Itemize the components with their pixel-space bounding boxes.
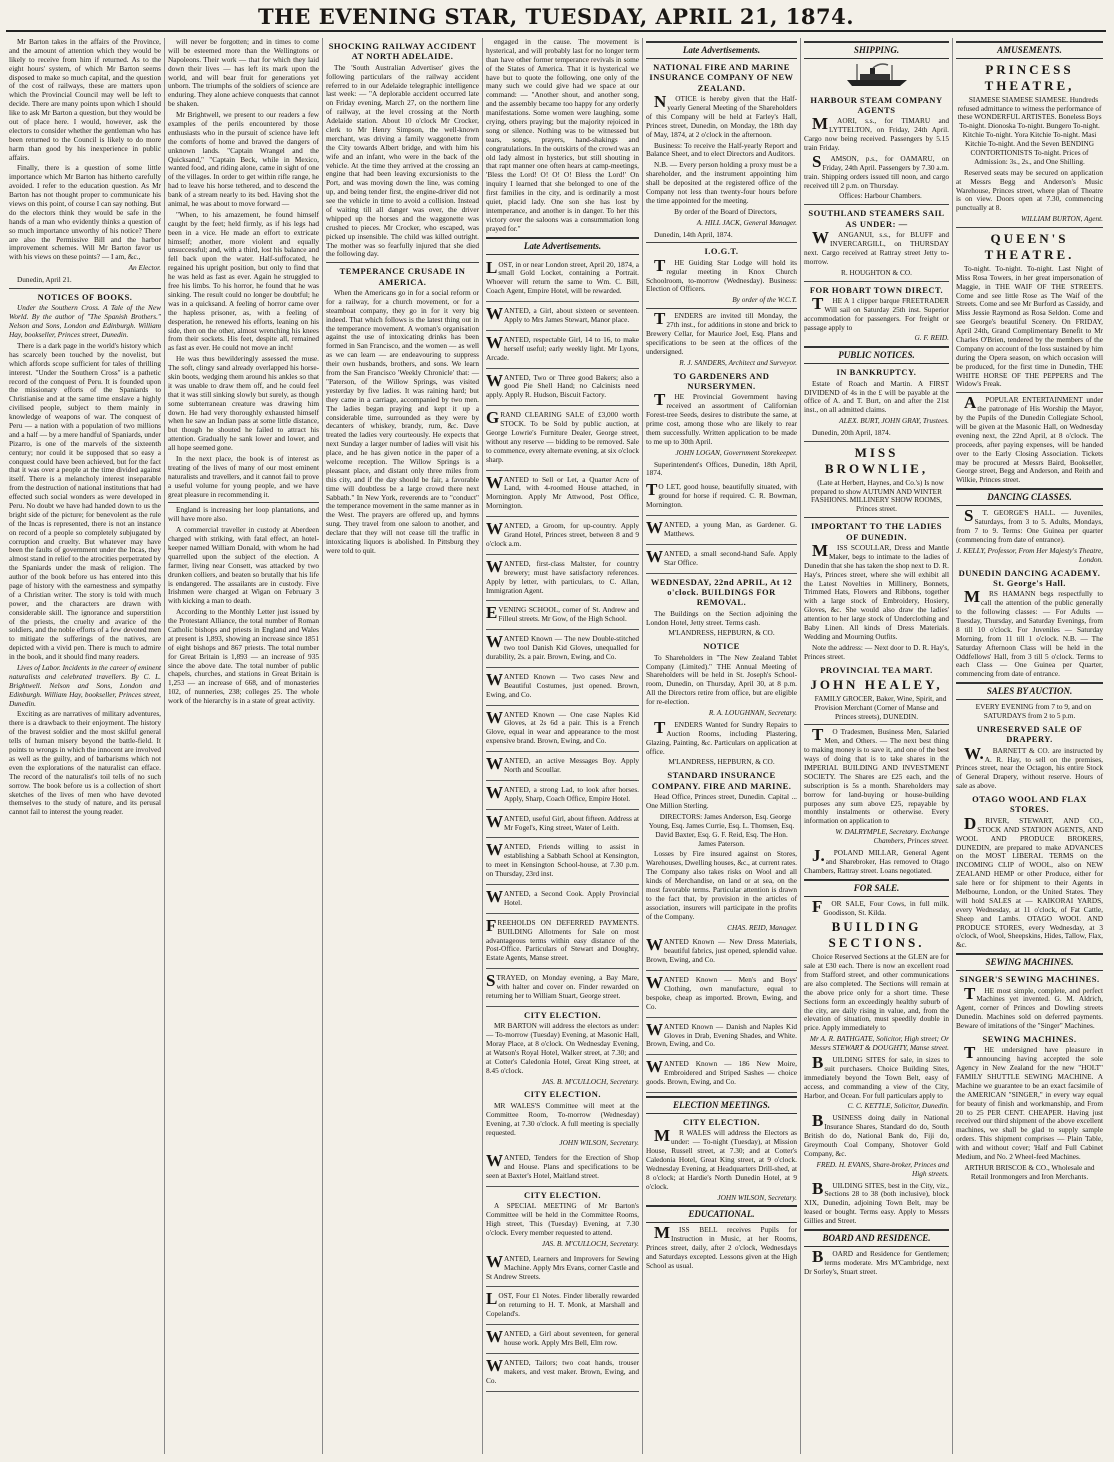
display-name: JOHN HEALEY,: [810, 676, 943, 692]
section-header-public-notices: PUBLIC NOTICES.: [804, 346, 949, 364]
steamship-icon: [804, 62, 949, 92]
ad-signature: A. HILL JACK, General Manager.: [696, 217, 797, 227]
classified-ad: WANTED Known — Danish and Naples Kid Gloves in Drab, Evening Shades, and White. Brown, Ewing, and Co.: [646, 1020, 797, 1056]
ad-signature: Mr A. R. BATHGATE, Solicitor, High street; Or Messrs STEWART & DOUGHTY, Manse street.: [809, 1034, 949, 1053]
ad-signature: R. HOUGHTON & CO.: [840, 267, 912, 277]
book-review: Exciting as are narratives of military adventures, there is a drawback to their enjoyment. The history of the bravest soldier and the most skilful general tells of human misery beyond the battle-field. It points to wrongs in which the innocent are involved as well as the guilty, and of barbarisms which not even the explorations of the naturalist can efface. The record of the naturalist's toil tells of no such sorrow. The book before us is a collection of short sketches of the lives of men who have devoted themselves to the study of nature, and its perusal cannot fail to interest the young reader.: [9, 709, 161, 817]
directors-list: DIRECTORS: James Anderson, Esq. George Young, Esq. James Currie, Esq. L. Thomsen, Esq. David Baxter, Esq. G. F. Reid, Esq. The Hon. James Paterson.: [648, 811, 795, 848]
column-4: [482, 38, 642, 1454]
ad-text: THE Provincial Government having received an assortment of Californian Forest-tree Seeds, desires to distribute the same, at prime cost, among those who are likely to rear them successfully. Written application to be made to me up to 30th April.: [646, 390, 797, 446]
ad-heading: HARBOUR STEAM COMPANY AGENTS: [810, 94, 943, 115]
ad-heading: UNRESERVED SALE OF DRAPERY.: [976, 723, 1083, 745]
ad-heading: NOTICE: [703, 641, 740, 652]
ad-text: THE Guiding Star Lodge will hold its regular meeting in Knox Church Schoolroom, to-morrow (Wednesday). Business: Election of Officers.: [646, 255, 797, 294]
ad-heading: CITY ELECTION.: [523, 1089, 602, 1100]
ad-heading: NATIONAL FIRE AND MARINE INSURANCE COMPANY OF NEW ZEALAND.: [649, 61, 794, 93]
classified-ad: [486, 887, 639, 914]
ad-signature: JAS. B. M'CULLOCH, Secretary.: [541, 1076, 639, 1086]
quote-text: He was thus bewilderingly assessed the muse. The soft, clingy sand already overlapped his horse-skin boots, wedging them around his ankles so that it was unable to draw them off, and he could feel that it was still sinking slowly but surely, as though some subterranean creature was drawing him down. He had very thoroughly exhausted himself when he saw an Indian pass at some little distance, but though he shouted he failed to attract his attention. Gradually he sank lower and lower, and all hope seemed gone.: [168, 354, 319, 453]
ad-text: THE undersigned have pleasure in announcing having accepted the sole Agency in New Zealand for the new "HOLT" FAMILY SHUTTLE SEWING MACHINE. A Machine we guarantee to be an exact facsimile of the AMERICAN "SINGER," in every way equal for beauty of finish and workmanship, and From 20 to 25 PER CENT. CHEAPER. Having just received our third shipment of the above excellent machines, we shall be glad to supply sample orders. This shipment comprises — Plain Table, with and without cover; 'Half and Full Cabinet Medium, and No. 2 Wheel-feed Machines.: [956, 1043, 1103, 1162]
column-7: [952, 38, 1106, 1454]
column-2: [164, 38, 322, 1454]
ad-text: TO Tradesmen, Business Men, Salaried Men, and Others. — The next best thing to making money is to save it, and one of the best ways of doing that is to take shares in the IMPERIAL BUILDING AND INVESTMENT SOCIETY. The Shares are £25 each, and the subscription is 5s a month. Shareholders may borrow for land-buying or house-building purposes any sum above £25, repayable by monthly instalments or otherwise. Every information on application to: [804, 725, 949, 826]
classified-ad-text: WANTED Known — One case Naples Kid Gloves, at 2s 6d a pair. This is a French Glove, equal in wear and appearance to the most expensive brand. Brown, Ewing, and Co.: [486, 707, 639, 746]
section-header-late-ads: Late Advertisements.: [646, 41, 797, 59]
ad-text: MISS SCOULLAR, Dress and Mantle Maker, begs to intimate to the ladies of Dunedin that she has taken the shop next to D. R. Hay's, Princes street, where she will exhibit all the Latest Novelties in Millinery, Bonnets, Trimmed Hats, Flowers and Ribbons, together with a large stock of Embroidery, Hosiery, Gloves, &c. She would also draw the ladies' attention to her large stock of Underclothing and Baby Linen. All kinds of Dress Materials. Wedding and Mourning Outfits.: [804, 540, 949, 641]
classified-ad: WANTED, Tailors; two coat hands, trouser makers, and vest maker. Brown, Ewing, and Co.: [486, 1356, 639, 1392]
classified-ad-text: WANTED, useful Girl, about fifteen. Address at Mr Fogel's, King street, Water of Leith.: [486, 811, 639, 832]
classified-ad: [486, 916, 639, 969]
book-title: Lives of Labor. Incidents in the career of eminent naturalists and celebrated travellers. By C. L. Brightwell. Nelson and Sons, London and Edinburgh. William Hay, bookseller, Princes street, Dunedin.: [9, 663, 161, 708]
ad-text: Estate of Roach and Martin. A FIRST DIVIDEND of 4s in the £ will be payable at the office of A. and T. Burt, on and after the 21st inst., on all admitted claims.: [804, 378, 949, 415]
ad-heading: SEWING MACHINES.: [982, 1033, 1077, 1044]
classified-ad-text: FREEHOLDS ON DEFERRED PAYMENTS. BUILDING Allotments for Sale on most advantageous terms within easy distance of the Post-Office. Particulars of Stewart and Doughty, Estate Agents, Manse street.: [486, 915, 639, 963]
section-header-amusements: AMUSEMENTS.: [956, 41, 1103, 59]
ad-text: WANGANUI, s.s., for BLUFF and INVERCARGILL, on THURSDAY next. Cargo received at Rattray street Jetty to-morrow.: [804, 228, 949, 266]
article-text: The 'South Australian Advertiser' gives the following particulars of the railway accident referred to in our Adelaide telegraphic intelligence last week: — "A deplorable accident occurred late on Friday evening, March 27, on the northern line of railway, at the level crossing at the North Adelaide station. About 10 o'clock Mr Crocker, clerk to Mr Henry Simpson, the well-known merchant, was driving a family waggonette from the City towards Albert bridge, and with him his wife and an infant, who were in the back of the vehicle. At the time they arrived at the crossing an engine that had been leaving excursionists to the Port, and was moving down the line, was coming up, and being tender first, the engine-driver did not see the vehicle in time to avoid a collision. Instead of waiting till all danger was over, the driver whipped up the horses and the waggonette was crushed to pieces. Mr Crocker, who escaped, was picked up insensible. The child was killed outright. The mother was so fearfully injured that she died the following day.: [326, 62, 479, 259]
display-name: QUEEN'S THEATRE.: [984, 231, 1075, 263]
ad-text: MR BARTON will address the electors as under: — To-morrow (Tuesday) Evening, at Masonic Hall, Moray Place, at 8 o'clock. On Wednesday Evening, at Watson's Royal Hotel, Walker street, at 7.30; and at Cotter's Caledonia Hotel, Great King street, at 8.45 o'clock.: [486, 1021, 639, 1075]
classified-ad-text: LOST, in or near London street, April 20, 1874, a small Gold Locket, containing a Portrait. Whoever will return the same to Wm. C. Bill, Coach Agent, Empire Hotel, will be rewarded.: [486, 257, 639, 296]
classified-ad: [486, 557, 639, 602]
news-item: England is increasing her loop plantations, and will have more also.: [168, 505, 319, 524]
article-text: engaged in the cause. The movement is hysterical, and will probably last for no longer term than have other former temperance revivals in some of the States of America. That it is hysterical we have but to quote the following, one only of the many such we could give had we space at our command: — "Another shout, and another song, and the assembly became too happy for any orderly manifestations. Some women were laughing, some crying, others praying; but the majority rejoiced in song or silence. Nothing was to be witnessed but tears, songs, prayers, hand-shakings and congratulations. In the outskirts of the crowd was an old lady almost in hysterics, but still shouting in that rapt manner one often hears at camp-meetings, 'Bless the Lord! O! O! O! Bless the Lord!' On inquiry I learned that she belonged to one of the first families in the city, and is ordinarily a most quiet, placid lady. One son she has lost by intemperance, and another is in danger. To her this victory over the saloons was a consummation long prayed for.": [486, 38, 639, 233]
classified-ad-text: WANTED, a strong Lad, to look after horses. Apply, Sharp, Coach Office, Empire Hotel.: [486, 782, 639, 803]
column-5: [642, 38, 800, 1454]
ad-text: Offices: Harbour Chambers.: [839, 191, 922, 201]
section-header-shipping: SHIPPING.: [804, 41, 949, 59]
classified-ad: [486, 304, 639, 331]
ad-signature: M'LANDRESS, HEPBURN, & CO.: [668, 757, 775, 767]
ad-text: THE A 1 clipper barque FREETRADER Will sail on Saturday 25th inst. Superior accommodation for passengers. For freight or passage apply to: [804, 293, 949, 332]
divider: [804, 724, 949, 725]
classified-ad: TO LET, good house, beautifully situated, with ground for horse if required. C. R. Bowman, Mornington.: [646, 480, 797, 516]
article-text: will never be forgotten; and in times to come will be esteemed more than the Wellingtons or Napoleons. Their work — that for which they laid down their lives — has left its mark upon the world, and will bear fruit for generations yet unborn. The triumphs of the soldiers of science are enduring. They alone achieve conquests that cannot be shaken.: [168, 38, 319, 109]
dateline: Dunedin, 20th April, 1874.: [812, 428, 891, 438]
classified-list: [486, 258, 639, 1007]
column-6: [800, 38, 952, 1454]
divider: [646, 242, 797, 243]
ad-text: Business: To receive the Half-yearly Report and Balance Sheet, and to elect Directors and Auditors.: [646, 140, 797, 159]
section-header-for-sale: FOR SALE.: [804, 879, 949, 897]
ad-heading: TO GARDENERS AND NURSERYMEN.: [673, 370, 770, 391]
dateline: Dunedin, April 21.: [17, 275, 72, 285]
ad-heading: IN BANKRUPTCY.: [836, 367, 917, 378]
ad-signature: R. A. LOUGHNAN, Secretary.: [708, 707, 797, 717]
section-header-board: BOARD AND RESIDENCE.: [804, 1229, 949, 1247]
ad-heading: SINGER'S SEWING MACHINES.: [959, 974, 1100, 985]
ad-signature: JOHN WILSON, Secretary.: [559, 1138, 639, 1148]
ad-text: Head Office, Princes street, Dunedin. Capital ... One Million Sterling.: [646, 792, 797, 810]
classified-ad: [486, 708, 639, 753]
classified-ad: WANTED, a Girl about seventeen, for general house work. Apply Mrs Bell, Elm row.: [486, 1327, 639, 1354]
divider: [956, 392, 1103, 393]
ad-text: MR WALES will address the Electors as under: — To-night (Tuesday), at Mission House, Russell street, at 7.30; and at Cotter's Caledonia Hotel, Great King street, at 9 o'clock. Wednesday Evening, at Headquarters Drill-shed, at 8 o'clock; at Hardie's North Dunedin Hotel, at 9 o'clock.: [646, 1126, 797, 1191]
classified-ad-text: WANTED, a Second Cook. Apply Provincial Hotel.: [486, 886, 639, 907]
ad-text: MISS BELL receives Pupils for Instruction in Music, at her Rooms, Princes street, daily, after 2 o'clock, Wednesdays and Saturdays excepted. Lessons given at the High School as usual.: [646, 1223, 797, 1270]
ad-text: BUSINESS doing daily in National Insurance Shares, Standard do do, South British do do, National Bank do, Fiji do, Greymouth Coal Company, Shotover Gold Company, &c.: [804, 1111, 949, 1158]
quote-text: "When, to his amazement, he found himself caught by the feet; held firmly, as if his legs had been in a vice. He made an effort to extricate himself; another, more violent and equally unsuccessful; and, with a third, lost his balance and fell back upon the water. Half-suffocated, he regained his upright position, but only to find that he was held as fast as ever. Again he struggled to free his limbs. To his horror, he found that he was sinking. The result could no longer be doubtful; he was in a quicksand. A feeling of horror came over the hapless prisoner, as, with a feeling of desperation, he renewed his efforts, leaning on his side, then on the other, almost wrenching his knees from their sockets. His feet, despite all, remained as fast as ever. He could not move an inch!: [168, 209, 319, 353]
classified-ad: WANTED, a small second-hand Safe. Apply Star Office.: [646, 547, 797, 574]
ad-heading: SOUTHLAND STEAMERS SAIL AS UNDER: —: [808, 208, 945, 229]
classified-ad: WANTED Known — New Dress Materials, beautiful fabrics, just opened, splendid value. Brown, Ewing, and Co.: [646, 935, 797, 971]
ad-text: ST. GEORGE'S HALL. — Juveniles, Saturdays, from 3 to 5. Adults, Mondays, from 7 to 9. Terms: One Guinea per quarter (commencing from date of entrance).: [956, 506, 1103, 544]
article-text: When the Americans go in for a social reform or for a railway, for a church movement, or for a steamboat company, they go in for it very big indeed. That which follows is the latest thing out in the temperance movement. A woman's organisation against the use of intoxicating drinks has been formed in San Francisco, and the women — as well as we can learn — are endeavouring to suppress their own husbands, brothers, and sons. We learn from the San Francisco 'Weekly Chronicle' that: — "Paterson, of the Willow Springs, was visited yesterday by five ladies. It was raining hard; but they came in a carriage, accompanied by two men. The ladies began praying and kept it up a considerable time, surrounded as they were by decanters of whiskey, brandy, rum, &c. Dave treated the ladies very courteously. He expects that next Sunday a larger number of ladies will visit his place, and he has given notice in the paper of a welcome reception. The Willow Springs is a pleasant place, and distant only three miles from this city, and if the day should be fair, a favorable time will doubtless be a large crowd there next Sabbath." In New York, reverends are to "conduct" the temperance movement in the same manner as in the West. The prayers are offered up, and hymns sung. They travel from one saloon to another, and declare that they will not cease till the traffic in intoxicating liquors is abolished. In Pittsburg they were told to quit.: [326, 288, 479, 555]
ad-heading: STANDARD INSURANCE COMPANY. FIRE AND MARINE.: [651, 770, 792, 791]
ad-signature: JAS. B. M'CULLOCH, Secretary.: [541, 1238, 639, 1248]
classified-ad: [486, 333, 639, 369]
classified-ad: WANTED, Learners and Improvers for Sewing Machine. Apply Mrs Evans, corner Castle and St Andrew Streets.: [486, 1252, 639, 1288]
ad-signature: R. J. SANDERS, Architect and Surveyor.: [679, 357, 797, 367]
classified-ad-text: WANTED Known — The new Double-stitched two tool Danish Kid Gloves, unequalled for durability, 2s. a pair. Brown, Ewing, and Co.: [486, 632, 639, 661]
divider: [804, 204, 949, 205]
classified-ad-text: EVENING SCHOOL, corner of St. Andrew and Filleul streets. Mr Gow, of the High School.: [486, 603, 639, 624]
ad-text: NOTICE is hereby given that the Half-yearly General Meeting of the Shareholders of this Company will be held at Farley's Hall, Princes street, Dunedin, on Monday, the 18th day of May, 1874, at 2 o'clock in the afternoon.: [646, 92, 797, 139]
letter-text: Mr Barton takes in the affairs of the Province, and the amount of attention which they would be likely to receive from him if returned. As to the eight hours' system, of which Mr Barton seems disposed to make so much capital, and the question of the cost of railways, these are matters upon which the Provincial Council may well be left to decide. There are many points upon which I should like to ask Mr Barton a question, but they would be out of place here. I would, however, ask the electors to consider whether the gentleman who has been returned to the Council is likely to do more harm than good by his inexperience in public affairs.: [9, 38, 161, 162]
display-name: BUILDING SECTIONS.: [828, 919, 925, 951]
divider: [804, 517, 949, 518]
ad-text: MRS HAMANN begs respectfully to call the attention of the public generally to the following classes: — For Adults — Tuesday, Thursday, and Saturday Evenings, from 8 till 10 o'clock. For Juveniles — Saturday Morning, from 11 till 1 o'clock. N.B. — The Saturday Afternoon Class will be held in the Oddfellows' Hall, from 3 till 5 o'clock. Terms to each Class — One Guinea per Quarter, commencing from date of entrance.: [956, 587, 1103, 679]
ad-text: BUILDING SITES for sale, in sizes to suit purchasers. Choice Building Sites, immediately beyond the Town Belt, easy of access, and commanding a view of the City, Harbor, and Ocean. For full particulars apply to: [804, 1052, 949, 1100]
classified-ad-text: WANTED, a Groom, for up-country. Apply Grand Hotel, Princes street, between 8 and 9 o'clock a.m.: [486, 519, 639, 548]
display-name: PRINCESS THEATRE,: [984, 61, 1075, 93]
ad-text: J.POLAND MILLAR, General Agent and Sharebroker, Has removed to Otago Chambers, Rattray street. Loans negotiated.: [804, 846, 949, 875]
section-header-late-ads: Late Advertisements.: [486, 237, 639, 255]
ad-heading: WEDNESDAY, 22nd APRIL, At 12 o'clock. BUILDINGS FOR REMOVAL.: [650, 576, 793, 608]
classified-ad: WANTED, Tenders for the Erection of Shop and House. Plans and specifications to be seen at Baxter's Hotel, Maitland street.: [486, 1151, 639, 1187]
divider: [646, 308, 797, 309]
classified-ad: [486, 258, 639, 303]
ad-text: FAMILY GROCER, Baker, Wine, Spirit, and Provision Merchant (Corner of Manse and Princes streets), DUNEDIN.: [814, 693, 947, 721]
ad-text: TENDERS are invited till Monday, the 27th inst., for additions in stone and brick to Brewery Cellar, for Maurice Joel, Esq. Plans and specifications to be seen at the offices of the undersigned.: [646, 309, 797, 356]
signature: An Elector.: [128, 263, 161, 273]
classified-ad: LOST, Four £1 Notes. Finder liberally rewarded on returning to H. T. Monk, at Marshall and Copeland's.: [486, 1289, 639, 1325]
ad-heading: I.O.G.T.: [704, 246, 739, 257]
ad-text: (Late at Herbert, Haynes, and Co.'s) Is now prepared to show AUTUMN AND WINTER FASHIONS. MILLINERY SHOW ROOMS, Princes street.: [810, 477, 944, 514]
ad-heading: FOR HOBART TOWN DIRECT.: [809, 284, 944, 295]
ad-signature: By order of the W.C.T.: [732, 295, 797, 305]
classified-ad: [486, 754, 639, 781]
article-heading: TEMPERANCE CRUSADE IN AMERICA.: [339, 266, 466, 287]
classified-ad-text: WANTED, respectable Girl, 14 to 16, to make herself useful; early weekly light. Mr Lyons, Arcade.: [486, 332, 639, 362]
classified-ad: [486, 603, 639, 630]
classified-ad: [486, 971, 639, 1007]
ad-text: W.BARNETT & CO. are instructed by A. R. Hay, to sell on the premises, Princes street, near the Octagon, his entire Stock of General Drapery, without reserve. Hours of sale as above.: [956, 743, 1103, 791]
book-review: There is a dark page in the world's history which has scarcely been touched by the novelist, but which affords scope sufficient for tales of thrilling interest. "Under the Southern Cross" is a pathetic record of the conquest of Peru. It is founded upon the missionary efforts of the Spaniards to Christianise and at the same time enslave a highly civilised people, subject to them mainly in knowledge of weapons of war. The conquest of Peru — a nation with a population of two millions and a half — by a mere handful of Spaniards, under Pizarro, is one of the marvels of the sixteenth century; nor could it be supposed that so easy a conquest could have been achieved, but for the fact that it was over a people at the time divided against itself. There is a melancholy interest inseparable from the destruction of national institutions that had effected such social wonders as were developed in Peru. No doubt we have had handed down to us the bright side of the picture; for benevolent as the rule of the Incas is represented, there is not an instance on record of a people so completely subjugated by corruption and cruelty. But whatever may have been the faults of government under the Incas, they almost stand in relief to the atrocities perpetrated by the Spaniards under the mask of religion. The author of the book before us has entered into this page of history with the earnestness and sympathy of a Christian writer. The story is told with much power, and the characters are drawn with considerable skill. The ignorance and superstition of the priests, the cruelty and avarice of the soldiers, and the noble efforts of a few devoted men to mitigate the sufferings of the natives, are depicted with a vivid pen. There is much to admire in the book, and it should find many readers.: [9, 340, 161, 662]
classified-ad-text: GRAND CLEARING SALE of £3,000 worth STOCK. To be Sold by public auction, at George Lowrie's Furniture Dealer, George street, without any reserve — bidding to be removed. Sale to commence, every alternate evening, at six o'clock sharp.: [486, 408, 639, 464]
ad-text: Choice Reserved Sections at the GLEN are for sale at £30 each. There is now an excellent road from Stafford street, and other communications are also completed. The Sections will remain at the above price only for a short time. These Sections form an exceedingly healthy suburb of the city, are daily rising in value, and, from the elevation of situation, must speedily double in price. Apply immediately to: [804, 952, 949, 1033]
ad-text: To Shareholders in "The New Zealand Tablet Company (Limited)." THE Annual Meeting of Shareholders will be held in St. Joseph's School-room, Dunedin, on Thursday, April 30, at 8 p.m. All the Directors retire from office, but are eligible for re-election.: [646, 652, 797, 707]
section-heading: NOTICES OF BOOKS.: [37, 292, 133, 303]
classified-ad-text: WANTED, Two or Three good Bakers; also a good Pie Shell Hand; no Calcinists need apply. Apply R. Hudson, Biscuit Factory.: [486, 370, 639, 400]
ad-text: TENDERS Wanted for Sundry Repairs to Auction Rooms, including Plastering, Glazing, Painting, &c. Particulars on application at office.: [646, 717, 797, 756]
classified-ad: [486, 670, 639, 706]
ad-text: MR WALES'S Committee will meet at the Committee Room, To-morrow (Wednesday) Evening, at 7.30 o'clock. A full meeting is specially requested.: [486, 1100, 639, 1137]
ad-text: DRIVER, STEWART, AND CO., STOCK AND STATION AGENTS, AND WOOL AND PRODUCE BROKERS, DUNEDIN, are prepared to make ADVANCES on the MOST LIBERAL TERMS on the INCOMING CLIP of WOOL, also on NEW ZEALAND HEMP or other Produce, either for sale here or for shipment to their Agents in Melbourne, London, or the United States. They will hold SALES at — KAIKORAI YARDS, every Wednesday, at 11 o'clock, of Fat Cattle, Sheep and Lambs. OTAGO WOOL AND PRODUCE STORES, every Wednesday, at 3 o'clock, of Wool, Sheepskins, Hides, Tallow, Flax, &c.: [956, 813, 1103, 950]
classified-ad: [486, 812, 639, 839]
article-text: In the next place, the book is of interest as treating of the lives of many of our most eminent naturalists and travellers, and it cannot fail to prove a useful volume for young people, and we have great pleasure in recommending it.: [168, 453, 319, 499]
classified-ad-text: STRAYED, on Monday evening, a Bay Mare, with halter and cover on. Finder rewarded on returning her to William Stuart, George street.: [486, 971, 639, 1000]
ad-signature: WILLIAM BURTON, Agent.: [1020, 214, 1103, 224]
newspaper-page: [6, 4, 1106, 1456]
classified-ad: [486, 519, 639, 555]
ad-signature: JOHN WILSON, Secretary.: [717, 1192, 797, 1202]
display-name: MISS BROWNLIE,: [824, 444, 929, 476]
ad-text: MAORI, s.s., for TIMARU and LYTTELTON, on Friday, 24th April. Cargo now being received. Passengers by 5.15 train Friday.: [804, 114, 949, 152]
masthead: THE EVENING STAR, TUESDAY, APRIL 21, 1874.: [6, 4, 1106, 32]
classified-ad: [486, 632, 639, 668]
dateline: Dunedin, 14th April, 1874.: [654, 229, 733, 239]
ad-signature: M'LANDRESS, HEPBURN, & CO.: [668, 628, 775, 638]
book-title: Under the Southern Cross. A Tale of the New World. By the author of "The Spanish Brothers." Nelson and Sons, London and Edinburgh. William Hay, bookseller, Princes street, Dunedin.: [9, 303, 161, 340]
ad-text: BUILDING SITES, best in the City, viz., Sections 28 to 38 (both inclusive), block XIX, Dunedin, adjoining Town Belt, may be leased or bought. Terms easy. Apply to Messrs Gillies and Street.: [804, 1178, 949, 1226]
classified-ad: [486, 840, 639, 885]
divider: [326, 262, 479, 263]
ad-signature: C. C. KETTLE, Solicitor, Dunedin.: [847, 1101, 949, 1111]
ad-signature: JOHN LOGAN, Government Storekeeper.: [675, 447, 797, 457]
column-3: [322, 38, 482, 1454]
classified-ad: WANTED, a young Man, as Gardener. G. Matthews.: [646, 518, 797, 545]
ad-text: FOR SALE, Four Cows, in full milk. Goodisson, St. Kilda.: [812, 896, 949, 917]
ad-heading: CITY ELECTION.: [523, 1189, 602, 1200]
news-item: According to the Monthly Letter just issued by the Protestant Alliance, the total number of Roman Catholic bishops and priests in England and Wales at present is 1,893, showing an increase since 1851 of eight bishops and 867 priests. The total number for Great Britain is 1,893 — an increase of 935 since the above date. The total number of public chapels, churches, and stations in Great Britain is 1,253 — an increase of 668, and of monasteries 102, of nunneries, 238; colleges 25. The whole work of the hierarchy is in a state of great activity.: [168, 607, 319, 706]
ad-text: The Buildings on the Section adjoining the London Hotel, Jetty street. Terms cash.: [646, 608, 797, 627]
ad-text: N.B. — Every person holding a proxy must be a shareholder, and the instrument appointing him shall be deposited at the registered office of the Company not less than twenty-four hours before the time appointed for the meeting.: [646, 160, 797, 205]
ad-heading: DUNEDIN DANCING ACADEMY. St. George's Hall.: [958, 567, 1101, 588]
section-header-dancing: DANCING CLASSES.: [956, 488, 1103, 506]
ad-text: Note the address: — Next door to D. R. Hay's, Princes street.: [804, 642, 949, 661]
divider: [168, 502, 319, 503]
classified-ad: [486, 408, 639, 470]
dateline: Superintendent's Offices, Dunedin, 18th April, 1874.: [646, 459, 797, 478]
classified-ad: WANTED Known — 186 New Moire, Embroidered and Striped Sashes — choice goods. Brown, Ewing, and Co.: [646, 1057, 797, 1093]
section-header-elections: ELECTION MEETINGS.: [646, 1096, 797, 1114]
section-header-auction: SALES BY AUCTION.: [956, 682, 1103, 700]
letter-text: Finally, there is a question of some little importance which Mr Barton has hitherto carefully avoided. I refer to the education question. As Mr Barton has not thought proper to communicate his views on this point, of course I can say nothing. But do the electors think they would be safe in the hands of a man who evidently thinks a question of so much importance unworthy of his notice? There are also the Permissive Bill and the harbor improvement schemes. Will Mr Barton favor us with his views on these points? — I am, &c.,: [9, 163, 161, 262]
ad-text: Losses by Fire insured against on Stores, Warehouses, Dwelling houses, &c., at current rates. The Company also takes risks on Wool and all kinds of Merchandise, on land or at sea, on the most favorable terms. Particular attention is drawn to the fact that, by provision in the articles of association, insurers will participate in the profits of the Company.: [646, 849, 797, 921]
ad-text: APOPULAR ENTERTAINMENT under the patronage of His Worship the Mayor, by the Pupils of the Dunedin Collegiate School, will be given at the Masonic Hall, on Wednesday evening next, the 22nd April, at 8 o'clock. The proceeds, after paying expenses, will be handed over to the Early Closing Association. Tickets may be procured at Messrs Baird, Bookseller, George street, Begg and Anderson, and Reith and Wilkie, Princes street.: [956, 393, 1103, 485]
ad-text: To-night. To-night. To-night. Last Night of Miss Rosa Towers, in her great impersonation of Maggie, in THE WAIF OF THE STREETS. Come and see little Rose as The Waif of the Streets. Come and see Mr Burford as Cassidy, and Miss Jessie Raymond as Rosa Seldon. Come and see George's beautiful Scenery. On FRIDAY, April 24th, Grand Complimentary Benefit to Mr Charles O'Brien, tendered by the members of the Company on account of the loss sustained by him during the Opera season, on which occasion will be produced, for the first time in Dunedin, THE WHITE HORSE OF THE PEPPERS and The Widow's Freak.: [956, 263, 1103, 389]
ad-signature: G. F. REID.: [914, 333, 949, 343]
ad-signature: CHAS. REID, Manager.: [727, 922, 797, 932]
classified-ad-text: WANTED, first-class Maltster, for country brewery; must have satisfactory references. Apply by letter, with particulars, to C. Allan, Immigration Agent.: [486, 556, 639, 595]
ad-heading: CITY ELECTION.: [523, 1009, 602, 1020]
classified-ad: [486, 371, 639, 407]
classified-ad: [486, 783, 639, 810]
ad-text: THE most simple, complete, and perfect Machines yet invented. G. M. Aldrich, Agent, corner of Princes and Dowling streets Dunedin. Machines sold on deferred payments. Beware of imitations of the "Singer" Machines.: [956, 983, 1103, 1031]
ad-signature: ALEX. BURT, JOHN GRAY, Trustees.: [839, 416, 949, 426]
news-item: A commercial traveller in custody at Aberdeen charged with striking, with fatal effect, an hotel-keeper named William Donald, with whom he had quarrelled upon the subject of the election. A farmer, living near Consett, was attacked by two drunken colliers, and beaten so brutally that his life is endangered. The assailants are in custody. Five Irishmen were charged at Wigan on February 3 with kicking a man to death.: [168, 525, 319, 606]
classified-ad-text: WANTED, an active Messages Boy. Apply North and Scoullar.: [486, 754, 639, 774]
columns: [6, 38, 1106, 1454]
ad-signature: W. DALRYMPLE, Secretary. Exchange Chambers, Princes street.: [835, 827, 949, 846]
ad-text: A SPECIAL MEETING of Mr Barton's Committee will be held in the Committee Rooms, High street, This (Tuesday) Evening, at 7.30 o'clock. Every member requested to attend.: [486, 1201, 639, 1237]
ad-heading: PROVINCIAL TEA MART.: [820, 664, 933, 675]
divider: [9, 288, 161, 289]
ad-signature: FRED. H. EVANS, Share-broker, Princes and High streets.: [816, 1159, 949, 1178]
classified-ad: WANTED Known — Men's and Boys' Clothing, own manufacture, equal to bespoke, cheap as imported. Brown, Ewing, and Co.: [646, 973, 797, 1018]
section-header-sewing: SEWING MACHINES.: [956, 953, 1103, 971]
ad-heading: OTAGO WOOL AND FLAX STORES.: [972, 794, 1087, 815]
ad-signature: ARTHUR BRISCOE & CO., Wholesale and Retail Ironmongers and Iron Merchants.: [964, 1162, 1095, 1181]
divider: [804, 441, 949, 442]
article-heading: SHOCKING RAILWAY ACCIDENT AT NORTH ADELAIDE.: [328, 41, 477, 62]
ad-text: SIAMESE SIAMESE SIAMESE. Hundreds refused admittance to witness the performance of these WONDERFUL ARTISTES. Boneless Boys To-night. Dionoska To-night. Bungero To-night. Kitchie To-night. Yora Kitchie To-night. Masi Kitchie To-night. And the Seven BENDING CONTORTIONISTS To-night. Prices of Admission: 3s., 2s., and One Shilling.: [957, 94, 1102, 166]
article-text: Mr Brightwell, we present to our readers a few examples of the perils encountered by those enthusiasts who in the pursuit of science have left the comforts of home and braved the dangers of unknown lands. "Captain Wrangel and the Quicksand," "Captain Beck, while in Mexico, wanted food, and riding alone, came in sight of one of the villages. In order to get within rifle range, he had to leave his horse tethered, and to descend the bank of a stream nearly to its bed. Having shot the animal, he was about to move forward —: [168, 110, 319, 209]
ad-text: Reserved seats may be secured on application at Messrs Begg and Anderson's Music Warehouse, Princes street, where plan of Theatre is on view. Doors open at 7.30, commencing punctually at 8.: [956, 167, 1103, 213]
column-1: [6, 38, 164, 1454]
divider: [804, 281, 949, 282]
divider: [956, 227, 1103, 228]
ad-heading: CITY ELECTION.: [682, 1116, 761, 1127]
classified-ad-text: WANTED, Friends willing to assist in establishing a Sabbath School at Kensington, to meet in Kensington School-house, at 7.30 p.m. on Thursday, 23rd inst.: [486, 840, 639, 879]
classified-ad-text: WANTED to Sell or Let, a Quarter Acre of Land, with 4-roomed House attached, in Mornington. Apply Mr Attwood, Post Office, Mornington.: [486, 472, 639, 511]
classified-ad-text: WANTED, a Girl, about sixteen or seventeen. Apply to Mrs James Stewart, Manor place.: [486, 304, 639, 325]
section-header-educational: EDUCATIONAL.: [646, 1205, 797, 1223]
classified-ad-text: WANTED Known — Two cases New and Beautiful Costumes, just opened. Brown, Ewing, and Co.: [486, 669, 639, 699]
ad-text: EVERY EVENING from 7 to 9, and on SATURDAYS from 2 to 5 p.m.: [975, 702, 1092, 721]
ad-text: By order of the Board of Directors,: [674, 206, 777, 216]
ad-text: BOARD and Residence for Gentlemen; terms moderate. Mrs M'Cambridge, next Dr Sorley's, Stuart street.: [804, 1246, 949, 1276]
ad-heading: IMPORTANT TO THE LADIES OF DUNEDIN.: [810, 521, 943, 542]
ad-text: SAMSON, p.s., for OAMARU, on Friday, 24th April. Passengers by 7.30 a.m. train. Shipping orders issued till noon, and cargo received till 2 p.m. on Thursday.: [804, 151, 949, 190]
ad-signature: J. KELLY, Professor, From Her Majesty's Theatre, London.: [956, 545, 1103, 564]
classified-ad: [486, 473, 639, 518]
